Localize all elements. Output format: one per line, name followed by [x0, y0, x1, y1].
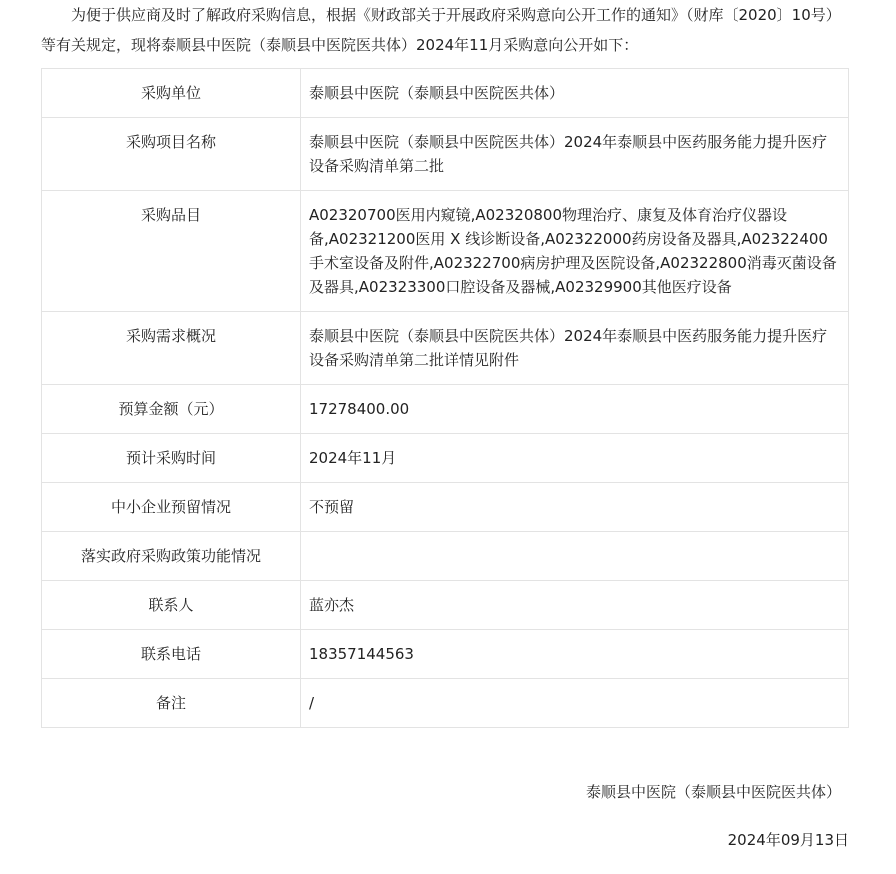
- table-row: [42, 118, 849, 191]
- row-label-budget: 预算金额（元）: [42, 385, 301, 434]
- table-row: [42, 434, 849, 483]
- row-label-sme-reservation: 中小企业预留情况: [42, 483, 301, 532]
- row-value-contact-person: 蓝亦杰: [301, 581, 849, 630]
- row-value-sme-reservation: 不预留: [301, 483, 849, 532]
- intro-paragraph: [41, 0, 849, 60]
- row-label-remarks: 备注: [42, 679, 301, 728]
- row-label-purchaser: 采购单位: [42, 69, 301, 118]
- row-value-purchaser: 泰顺县中医院（泰顺县中医院医共体）: [301, 69, 849, 118]
- table-row: [42, 532, 849, 581]
- procurement-info-table: [41, 68, 849, 728]
- footer-date: 2024年09月13日: [727, 831, 849, 849]
- row-label-requirement-summary: 采购需求概况: [42, 312, 301, 385]
- row-label-contact-phone: 联系电话: [42, 630, 301, 679]
- table-row: [42, 483, 849, 532]
- table-row: [42, 630, 849, 679]
- table-row: [42, 385, 849, 434]
- table-row: [42, 679, 849, 728]
- row-value-requirement-summary: 泰顺县中医院（泰顺县中医院医共体）2024年泰顺县中医药服务能力提升医疗设备采购清单第二批详情见附件: [301, 312, 849, 385]
- footer-organization: 泰顺县中医院（泰顺县中医院医共体）: [585, 783, 841, 801]
- row-value-budget: 17278400.00: [301, 385, 849, 434]
- row-label-project-name: 采购项目名称: [42, 118, 301, 191]
- row-value-catalog-items: A02320700医用内窥镜,A02320800物理治疗、康复及体育治疗仪器设备,A02321200医用 X 线诊断设备,A02322000药房设备及器具,A02322400手术室设备及附件,A02322700病房护理及医院设备,A02322800消毒灭菌设备及器具,A02323300口腔设备及器械,A02329900其他医疗设备: [301, 191, 849, 312]
- table-row: [42, 581, 849, 630]
- row-value-project-name: 泰顺县中医院（泰顺县中医院医共体）2024年泰顺县中医药服务能力提升医疗设备采购清单第二批: [301, 118, 849, 191]
- table-row: [42, 191, 849, 312]
- row-value-remarks: /: [301, 679, 849, 728]
- row-value-policy-function: [301, 532, 849, 581]
- table-row: [42, 69, 849, 118]
- table-row: [42, 312, 849, 385]
- row-label-expected-time: 预计采购时间: [42, 434, 301, 483]
- row-label-contact-person: 联系人: [42, 581, 301, 630]
- row-label-catalog-items: 采购品目: [42, 191, 301, 312]
- row-value-contact-phone: 18357144563: [301, 630, 849, 679]
- row-label-policy-function: 落实政府采购政策功能情况: [42, 532, 301, 581]
- intro-text: 为便于供应商及时了解政府采购信息，根据《财政部关于开展政府采购意向公开工作的通知》（财库〔2020〕10号）等有关规定，现将泰顺县中医院（泰顺县中医院医共体）2024年11月采购意向公开如下：: [41, 6, 841, 54]
- row-value-expected-time: 2024年11月: [301, 434, 849, 483]
